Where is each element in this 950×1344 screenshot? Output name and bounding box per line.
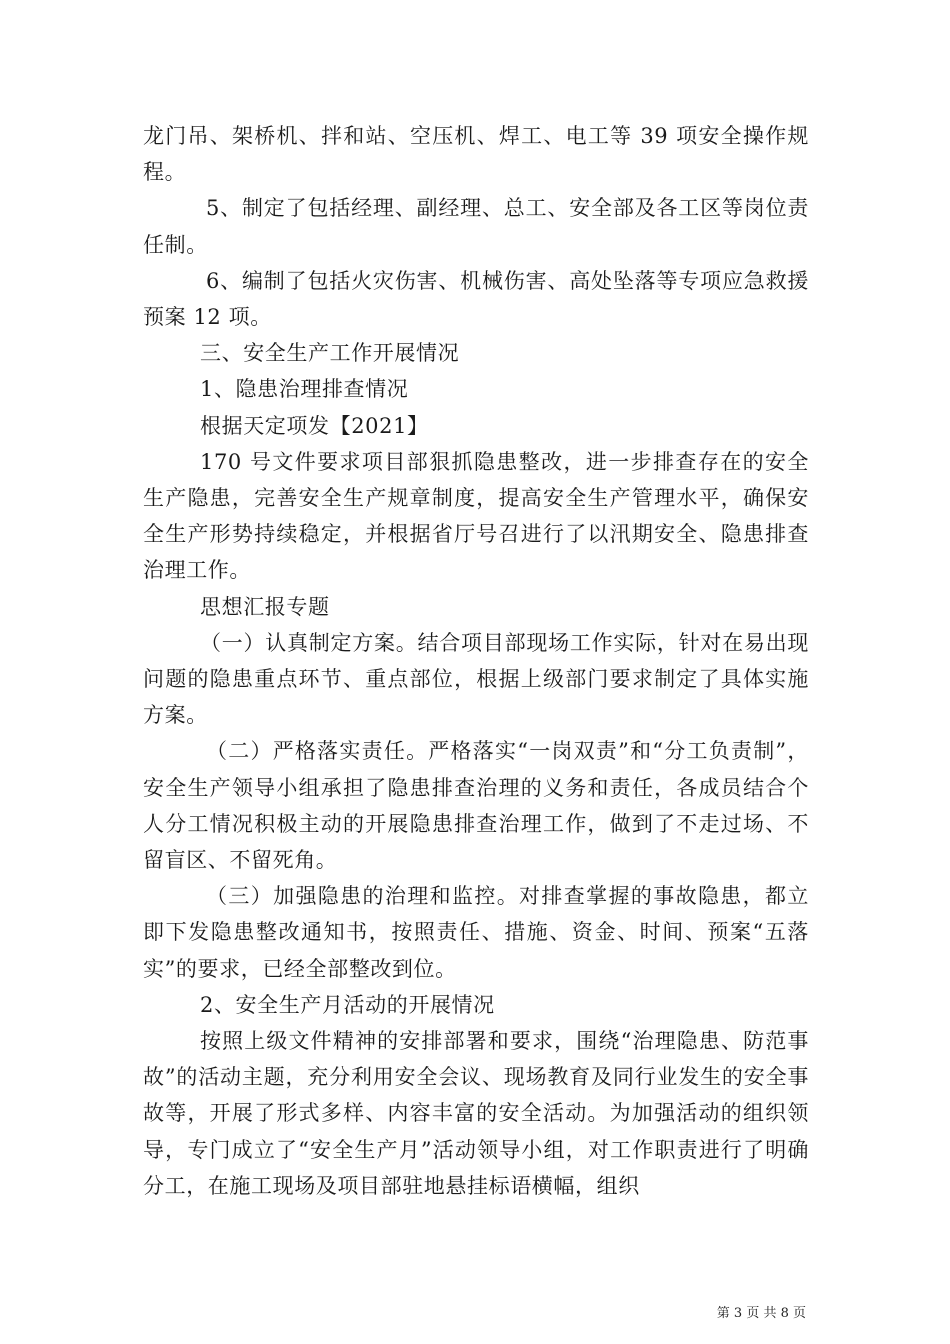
paragraph-item-6: 6、编制了包括火灾伤害、机械伤害、高处坠落等专项应急救援预案 12 项。 [143, 268, 809, 330]
paragraph-hazard-investigation: 170 号文件要求项目部狠抓隐患整改，进一步排查存在的安全生产隐患，完善安全生产规章制度，提高安全生产管理水平，确保安全生产形势持续稳定，并根据省厅号召进行了以汛期安全、隐患排查治理工作。 [143, 449, 809, 583]
paragraph-point-2: （二）严格落实责任。严格落实“一岗双责”和“分工负责制”，安全生产领导小组承担了隐患排查治理的义务和责任，各成员结合个人分工情况积极主动的开展隐患排查治理工作，做到了不走过场、不留盲区、不留死角。 [143, 739, 809, 873]
subsection-heading-2: 2、安全生产月活动的开展情况 [200, 992, 495, 1017]
paragraph-operating-rules: 龙门吊、架桥机、拌和站、空压机、焊工、电工等 39 项安全操作规程。 [143, 124, 809, 185]
page-number-footer: 第 3 页 共 8 页 [716, 1306, 806, 1321]
subsection-heading-1: 1、隐患治理排查情况 [200, 377, 409, 402]
paragraph-topic-label: 思想汇报专题 [200, 594, 330, 619]
section-heading-3: 三、安全生产工作开展情况 [200, 341, 460, 366]
paragraph-point-1: （一）认真制定方案。结合项目部现场工作实际，针对在易出现问题的隐患重点环节、重点部位，根据上级部门要求制定了具体实施方案。 [143, 630, 809, 728]
paragraph-point-3: （三）加强隐患的治理和监控。对排查掌握的事故隐患，都立即下发隐患整改通知书，按照责任、措施、资金、时间、预案“五落实”的要求，已经全部整改到位。 [143, 884, 809, 981]
paragraph-item-5: 5、制定了包括经理、副经理、总工、安全部及各工区等岗位责任制。 [143, 196, 809, 257]
document-body [143, 118, 809, 1204]
paragraph-safety-month: 按照上级文件精神的安排部署和要求，围绕“治理隐患、防范事故”的活动主题，充分利用安全会议、现场教育及同行业发生的安全事故等，开展了形式多样、内容丰富的安全活动。为加强活动的组织领导，专门成立了“安全生产月”活动领导小组，对工作职责进行了明确分工，在施工现场及项目部驻地悬挂标语横幅，组织 [143, 1029, 809, 1198]
paragraph-document-reference: 根据天定项发【2021】 [200, 413, 429, 438]
